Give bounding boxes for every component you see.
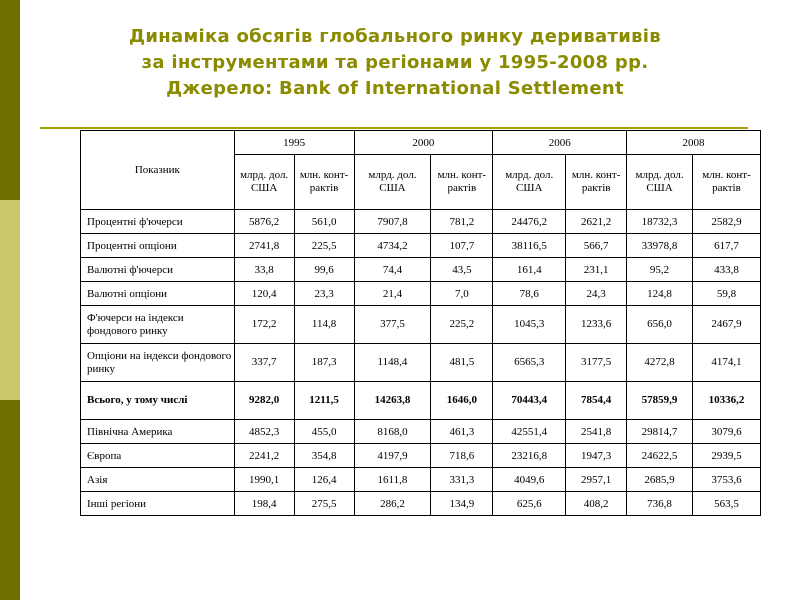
table-cell: 625,6 — [493, 492, 566, 516]
table-cell: 161,4 — [493, 258, 566, 282]
table-cell: 114,8 — [294, 306, 354, 344]
table-cell: 481,5 — [431, 344, 493, 382]
table-cell: 172,2 — [234, 306, 294, 344]
table-cell: 4272,8 — [627, 344, 693, 382]
table-cell: 1990,1 — [234, 468, 294, 492]
header-year: 2000 — [354, 131, 493, 155]
table-cell: 7854,4 — [566, 382, 627, 420]
header-unit-bn: млрд. дол. США — [354, 155, 431, 210]
table-row — [81, 492, 761, 516]
sidebar-segment-bottom — [0, 400, 20, 600]
table-cell: 3753,6 — [693, 468, 761, 492]
table-cell: 461,3 — [431, 420, 493, 444]
table-cell: 1611,8 — [354, 468, 431, 492]
table-cell: 2957,1 — [566, 468, 627, 492]
table-cell: 23,3 — [294, 282, 354, 306]
table-cell: 433,8 — [693, 258, 761, 282]
table-cell: 6565,3 — [493, 344, 566, 382]
table-cell: 24622,5 — [627, 444, 693, 468]
row-label: Європа — [81, 444, 235, 468]
table-cell: 781,2 — [431, 210, 493, 234]
table-cell: 29814,7 — [627, 420, 693, 444]
header-unit-mn: млн. конт-рактів — [431, 155, 493, 210]
table-cell: 2685,9 — [627, 468, 693, 492]
table-cell: 7907,8 — [354, 210, 431, 234]
table-cell: 561,0 — [294, 210, 354, 234]
table-cell: 2741,8 — [234, 234, 294, 258]
table-body — [81, 131, 761, 516]
table-cell: 566,7 — [566, 234, 627, 258]
table-cell: 225,2 — [431, 306, 493, 344]
table-cell: 42551,4 — [493, 420, 566, 444]
title-line-2: за інструментами та регіонами у 1995-2008 рр. — [141, 52, 649, 73]
table-cell: 4197,9 — [354, 444, 431, 468]
table-cell: 1233,6 — [566, 306, 627, 344]
table-cell: 33,8 — [234, 258, 294, 282]
table-cell: 70443,4 — [493, 382, 566, 420]
table-cell: 33978,8 — [627, 234, 693, 258]
table-cell: 275,5 — [294, 492, 354, 516]
table-cell: 3177,5 — [566, 344, 627, 382]
table-cell: 23216,8 — [493, 444, 566, 468]
table-row — [81, 420, 761, 444]
table-cell: 617,7 — [693, 234, 761, 258]
table-cell: 4174,1 — [693, 344, 761, 382]
table-cell: 21,4 — [354, 282, 431, 306]
table-cell: 286,2 — [354, 492, 431, 516]
row-label: Ф'ючерси на індекси фондового ринку — [81, 306, 235, 344]
table-cell: 95,2 — [627, 258, 693, 282]
table-cell: 126,4 — [294, 468, 354, 492]
table-cell: 4049,6 — [493, 468, 566, 492]
derivatives-table — [80, 130, 761, 516]
table-cell: 120,4 — [234, 282, 294, 306]
table-cell: 2621,2 — [566, 210, 627, 234]
table-cell: 99,6 — [294, 258, 354, 282]
table-row — [81, 468, 761, 492]
table-cell: 57859,9 — [627, 382, 693, 420]
table-cell: 198,4 — [234, 492, 294, 516]
table-cell: 2241,2 — [234, 444, 294, 468]
table-cell: 3079,6 — [693, 420, 761, 444]
table-cell: 1045,3 — [493, 306, 566, 344]
header-unit-bn: млрд. дол. США — [627, 155, 693, 210]
header-year: 1995 — [234, 131, 354, 155]
header-unit-bn: млрд. дол. США — [234, 155, 294, 210]
table-cell: 4734,2 — [354, 234, 431, 258]
table-cell: 8168,0 — [354, 420, 431, 444]
table-cell: 10336,2 — [693, 382, 761, 420]
row-label: Валютні ф'ючерси — [81, 258, 235, 282]
table-cell: 718,6 — [431, 444, 493, 468]
table-cell: 24476,2 — [493, 210, 566, 234]
table-row — [81, 306, 761, 344]
table-cell: 1646,0 — [431, 382, 493, 420]
table-cell: 9282,0 — [234, 382, 294, 420]
row-label: Опціони на індекси фондового ринку — [81, 344, 235, 382]
table-cell: 2541,8 — [566, 420, 627, 444]
table-cell: 225,5 — [294, 234, 354, 258]
table-row — [81, 282, 761, 306]
table-cell: 134,9 — [431, 492, 493, 516]
table-cell: 1947,3 — [566, 444, 627, 468]
table-cell: 43,5 — [431, 258, 493, 282]
table-cell: 2467,9 — [693, 306, 761, 344]
row-label: Всього, у тому числі — [81, 382, 235, 420]
table-row — [81, 234, 761, 258]
table-cell: 5876,2 — [234, 210, 294, 234]
table-cell: 563,5 — [693, 492, 761, 516]
table-cell: 74,4 — [354, 258, 431, 282]
table-cell: 59,8 — [693, 282, 761, 306]
header-unit-mn: млн. конт-рактів — [566, 155, 627, 210]
header-year: 2008 — [627, 131, 761, 155]
header-unit-bn: млрд. дол. США — [493, 155, 566, 210]
table-row — [81, 344, 761, 382]
table-cell: 107,7 — [431, 234, 493, 258]
table-cell: 14263,8 — [354, 382, 431, 420]
table-cell: 38116,5 — [493, 234, 566, 258]
table-row — [81, 210, 761, 234]
table-cell: 408,2 — [566, 492, 627, 516]
row-label: Валютні опціони — [81, 282, 235, 306]
table-cell: 1148,4 — [354, 344, 431, 382]
table-cell: 656,0 — [627, 306, 693, 344]
title-line-3: Джерело: Bank of International Settlement — [166, 78, 624, 99]
table-cell: 78,6 — [493, 282, 566, 306]
row-label: Процентні ф'ючерси — [81, 210, 235, 234]
header-year: 2006 — [493, 131, 627, 155]
table-cell: 354,8 — [294, 444, 354, 468]
table-cell: 18732,3 — [627, 210, 693, 234]
title-divider — [40, 127, 748, 129]
table-cell: 455,0 — [294, 420, 354, 444]
title-line-1: Динаміка обсягів глобального ринку деривативів — [129, 26, 661, 47]
sidebar-segment-top — [0, 0, 20, 200]
header-unit-mn: млн. конт-рактів — [693, 155, 761, 210]
header-row-years — [81, 131, 761, 155]
row-label: Північна Америка — [81, 420, 235, 444]
table-cell: 736,8 — [627, 492, 693, 516]
table-cell: 4852,3 — [234, 420, 294, 444]
table-cell: 337,7 — [234, 344, 294, 382]
row-label: Інші регіони — [81, 492, 235, 516]
decorative-sidebar — [0, 0, 20, 600]
sidebar-segment-middle — [0, 200, 20, 400]
table-row — [81, 444, 761, 468]
table-cell: 2582,9 — [693, 210, 761, 234]
row-label: Процентні опціони — [81, 234, 235, 258]
table-cell: 7,0 — [431, 282, 493, 306]
table-cell: 331,3 — [431, 468, 493, 492]
header-indicator: Показник — [81, 131, 235, 210]
slide-title — [40, 24, 750, 102]
table-cell: 124,8 — [627, 282, 693, 306]
table-row — [81, 382, 761, 420]
table-cell: 187,3 — [294, 344, 354, 382]
table-cell: 231,1 — [566, 258, 627, 282]
header-unit-mn: млн. конт-рактів — [294, 155, 354, 210]
table-cell: 24,3 — [566, 282, 627, 306]
table-cell: 377,5 — [354, 306, 431, 344]
table-row — [81, 258, 761, 282]
table-cell: 2939,5 — [693, 444, 761, 468]
table-cell: 1211,5 — [294, 382, 354, 420]
row-label: Азія — [81, 468, 235, 492]
